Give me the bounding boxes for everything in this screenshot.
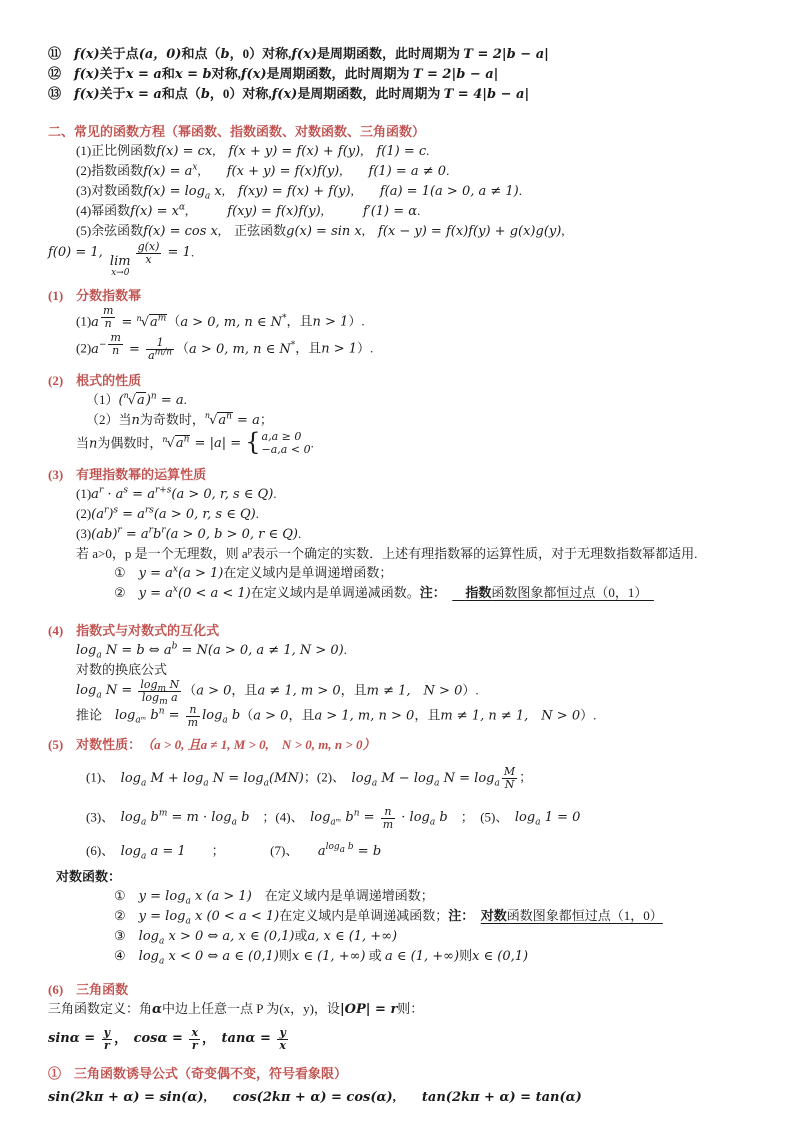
document-body (48, 44, 756, 1107)
periodicity-item-11: ⑪ f(x)关于点(a，0)和点（b，0）对称,f(x)是周期函数，此时周期为 T = 2|b − a| (48, 46, 549, 62)
formula-trig-ratios: sinα = $\frac{y}{r}$ ， cosα = $\frac{x}{r}$ ， tanα = $\frac{y}{x}$ (48, 1025, 286, 1052)
subsection-radical-properties: (2) 根式的性质 (48, 372, 142, 388)
formula-exponent-rule-3: $(3)(ab)^r = a^rb^r(a > 0$, b > 0, r ∈ Q). (76, 525, 302, 542)
formula-fractional-exponent-negative: $(2)a^{- \frac{m}{n}}$ = $\frac{1}{a^{m/n}}$ （a > 0, m, n ∈ N*，且n > 1）. (76, 330, 374, 363)
formula-radical-odd: （2）当n为奇数时，$^n√a^n = a$； (86, 411, 273, 428)
subsection-exp-log-conversion: (4) 指数式与对数式的互化式 (48, 623, 220, 638)
note-exp-decreasing: ② $y = a^x(0 < a < 1)$在定义域内是单调递减函数。注： 指数函数图象都恒过点（0，1） (114, 584, 654, 601)
label-log-function: 对数函数： (56, 868, 122, 884)
formula-proportional-function: (1)正比例函数f(x) = cx, f(x + y) = f(x) + f(y), f(1) = c. (76, 143, 430, 159)
formula-radical-even: 当n为偶数时，$^n√a^n = |a|$ = { a,a ≥ 0 −a,a < 0 . (76, 428, 314, 457)
formula-limit: f(0) = 1, lim x→0 $\frac{g(x)}{x}$ = 1. (48, 240, 195, 279)
trig-definition: 三角函数定义：角α中边上任意一点 P 为(x，y)，设|OP| = r则： (48, 1000, 424, 1017)
periodicity-item-13: ⑬ f(x)关于x = a和点（b，0）对称,f(x)是周期函数，此时周期为 T = 4|b − a| (48, 86, 530, 102)
label-change-of-base: 对数的换底公式 (76, 662, 168, 677)
formula-fractional-exponent-positive: (1)a $^{\frac{m}{n}}$ = $^n√a^m(a > 0$, m, n ∈ N*，且n > 1）. (76, 304, 365, 331)
subsection-rational-exponent-rules: (3) 有理指数幂的运算性质 (48, 467, 207, 482)
note-exp-increasing: ① $y = a^x(a > 1)$在定义域内是单调递增函数； (114, 564, 393, 581)
note-log-negative: ④ $\log_a x < 0$ ⇔ a ∈ (0,1)则x ∈ (1, +∞) 或 a ∈ (1, +∞)则x ∈ (0,1) (114, 947, 529, 967)
note-log-positive: ③ $\log_a x > 0$ ⇔ a, x ∈ (0,1)或a, x ∈ (1, +∞) (114, 927, 398, 947)
formula-log-property-1-2: (1)、 $\log_a M + \log_a N = \log_a(MN)$；(2)、 $\log_a M - \log_a N = \log_a$ $\frac{M}{N}$ ； (86, 765, 533, 792)
note-log-increasing: ① $y = \log_a x$ (a > 1) 在定义域内是单调递增函数； (114, 887, 434, 907)
formula-power-function: (4)幂函数$f(x) = x^\alpha$, f(xy) = f(x)f(y), f′(1) = α. (76, 202, 421, 219)
formula-change-of-base: $\log_a N$ = $\frac{\log_m N}{\log_m a}$ （a > 0，且a ≠ 1, m > 0，且m ≠ 1, N > 0）. (76, 678, 479, 708)
formula-radical-1: $(1)(^n√a)^n = a$. (86, 391, 187, 408)
formula-trig-induction: sin(2kπ + α) = sin(α), cos(2kπ + α) = cos(α), tan(2kπ + α) = tan(α) (48, 1088, 582, 1105)
subsection-log-properties: (5) 对数性质： （a > 0, 且a ≠ 1, M > 0, N > 0, m, n > 0） (48, 737, 376, 753)
formula-cosine-sine-function: (5)余弦函数f(x) = cos x, 正弦函数g(x) = sin x, f(x − y) = f(x)f(y) + g(x)g(y), (76, 223, 565, 239)
formula-exponent-rule-2: $(2)(a^r)^s = a^{rs}(a > 0$, r, s ∈ Q). (76, 505, 259, 522)
formula-log-property-3-4-5: (3)、 $\log_a b^m = m \cdot \log_a b$ ；(4)、 $\log_{aᵐ} b^n$ = $\frac{n}{m}$ · $\log_a b$ ； (5)、 $\log_a 1 = 0$ (86, 804, 581, 831)
note-log-decreasing: ② $y = \log_a x$ (0 < a < 1)在定义域内是单调递减函数；注： 对数函数图象都恒过点（1，0） (114, 907, 663, 927)
formula-exp-log-conversion: $\log_a N = b$ ⇔ $a^b = N(a > 0$, a ≠ 1, N > 0). (76, 641, 347, 661)
periodicity-item-12: ⑫ f(x)关于x = a和x = b对称,f(x)是周期函数，此时周期为 T = 2|b − a| (48, 66, 499, 82)
formula-exponential-function: (2)指数函数$f(x) = a^x$, f(x + y) = f(x)f(y), f(1) = a ≠ 0. (76, 162, 450, 179)
subsection-fractional-exponent: (1) 分数指数幂 (48, 288, 142, 304)
section-heading-common-function-equations: 二、常见的函数方程（幂函数、指数函数、对数函数、三角函数） (48, 124, 426, 139)
subsection-trig-induction: ① 三角函数诱导公式（奇变偶不变，符号看象限） (48, 1065, 348, 1081)
formula-change-of-base-corollary: 推论 $\log_{aᵐ} b^n$ = $\frac{n}{m}$ $\log_a b(a > 0$，且a > 1, m, n > 0，且m ≠ 1, n ≠ 1, N > 0）. (76, 703, 597, 730)
formula-logarithmic-function: (3)对数函数$f(x) = \log_a x$, f(xy) = f(x) + f(y), f(a) = 1(a > 0, a ≠ 1). (76, 183, 522, 202)
formula-log-property-6-7: (6)、 $\log_a a = 1$ ； (7)、 $a^{log_a b} = b$ (86, 842, 382, 862)
formula-exponent-rule-1: $(1)a^r \cdot a^s = a^{r+s}(a > 0$, r, s ∈ Q). (76, 485, 277, 502)
note-irrational-exponent: 若 a>0，p 是一个无理数，则 $a^p$表示一个确定的实数．上述有理指数幂的运算性质，对于无理数指数幂都适用. (76, 544, 698, 561)
subsection-trig-functions: (6) 三角函数 (48, 981, 129, 997)
